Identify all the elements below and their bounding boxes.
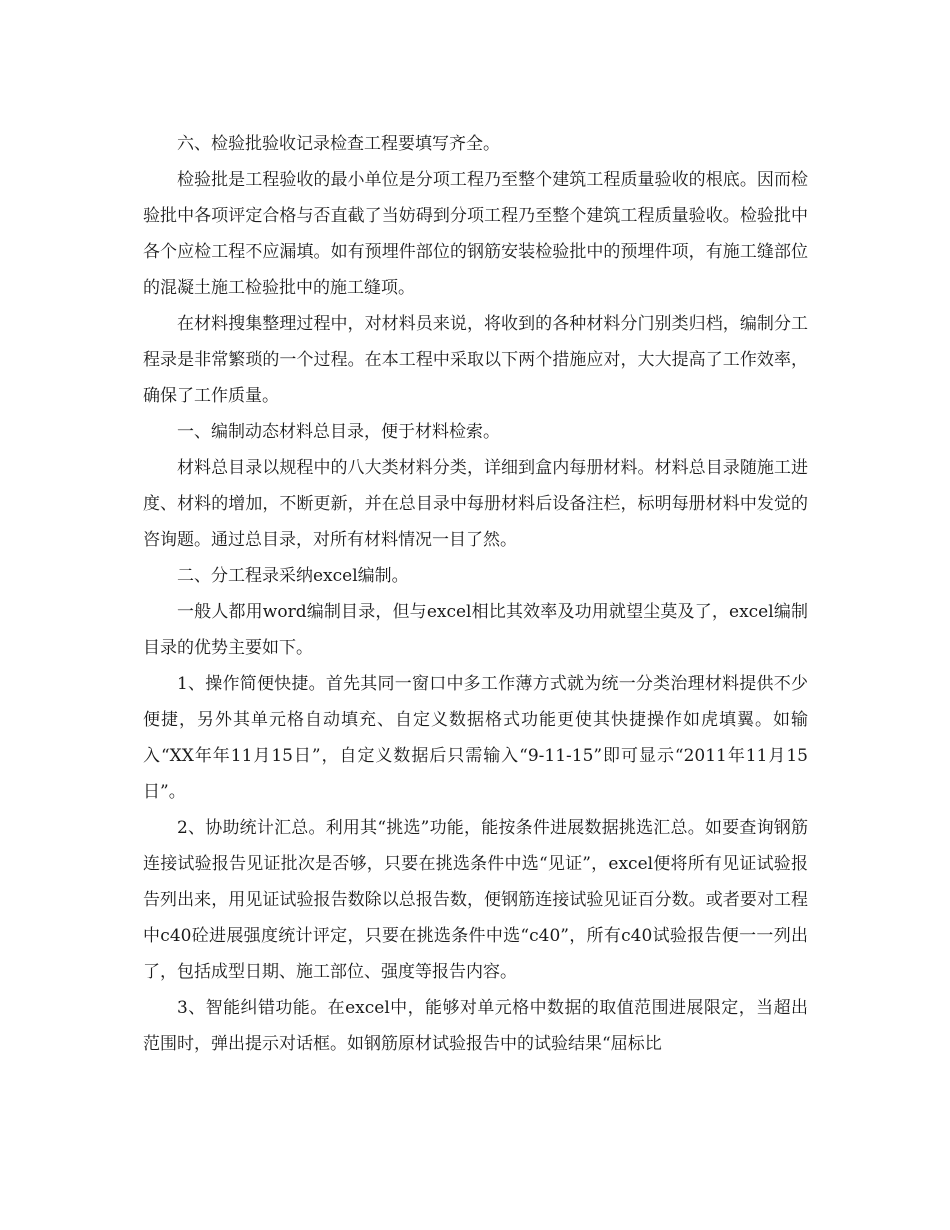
paragraph-heading-six: 六、检验批验收记录检查工程要填写齐全。 (177, 134, 500, 154)
paragraph-material-collection: 在材料搜集整理过程中，对材料员来说，将收到的各种材料分门别类归档，编制分工程录是非常繁琐的一个过程。在本工程中采取以下两个措施应对，大大提高了工作效率，确保了工作质量。 (143, 314, 808, 406)
paragraph-heading-one: 一、编制动态材料总目录，便于材料检索。 (177, 422, 500, 442)
document-body (143, 126, 808, 1062)
paragraph-point-2: 2、协助统计汇总。利用其“挑选”功能，能按条件进展数据挑选汇总。如要查询钢筋连接试验报告见证批次是否够，只要在挑选条件中选“见证”，excel便将所有见证试验报告列出来，用见证试验报告数除以总报告数，便钢筋连接试验见证百分数。或者要对工程中c40砼进展强度统计评定，只要在挑选条件中选“c40”，所有c40试验报告便一一列出了，包括成型日期、施工部位、强度等报告内容。 (143, 818, 808, 982)
paragraph-word-vs-excel: 一般人都用word编制目录，但与excel相比其效率及功用就望尘莫及了，excel编制目录的优势主要如下。 (143, 602, 808, 658)
paragraph-heading-two: 二、分工程录采纳excel编制。 (177, 566, 409, 586)
paragraph-point-3: 3、智能纠错功能。在excel中，能够对单元格中数据的取值范围进展限定，当超出范围时，弹出提示对话框。如钢筋原材试验报告中的试验结果“屈标比 (143, 998, 808, 1054)
paragraph-inspection-lot: 检验批是工程验收的最小单位是分项工程乃至整个建筑工程质量验收的根底。因而检验批中各项评定合格与否直截了当妨碍到分项工程乃至整个建筑工程质量验收。检验批中各个应检工程不应漏填。如有预埋件部位的钢筋安装检验批中的预埋件项，有施工缝部位的混凝土施工检验批中的施工缝项。 (143, 170, 808, 298)
paragraph-master-catalog: 材料总目录以规程中的八大类材料分类，详细到盒内每册材料。材料总目录随施工进度、材料的增加，不断更新，并在总目录中每册材料后设备注栏，标明每册材料中发觉的咨询题。通过总目录，对所有材料情况一目了然。 (143, 458, 808, 550)
paragraph-point-1: 1、操作简便快捷。首先其同一窗口中多工作薄方式就为统一分类治理材料提供不少便捷，另外其单元格自动填充、自定义数据格式功能更使其快捷操作如虎填翼。如输入“XX年年11月15日”，自定义数据后只需输入“9-11-15”即可显示“2011年11月15日”。 (143, 674, 808, 802)
